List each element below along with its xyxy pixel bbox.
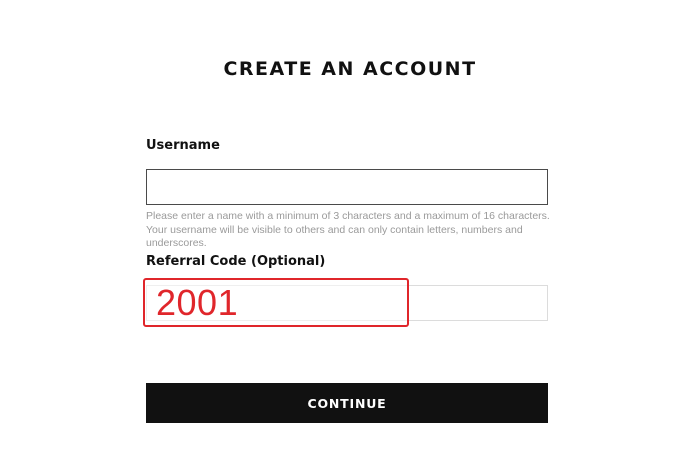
page-title: CREATE AN ACCOUNT [223,58,477,80]
username-help-text: Please enter a name with a minimum of 3 characters and a maximum of 16 characters. Your username will be visible to others and can only contain letters, numbers and underscores. [146,210,550,249]
referral-code-label: Referral Code (Optional) [146,254,326,269]
username-input[interactable] [146,169,548,205]
continue-button[interactable]: CONTINUE [146,383,548,423]
username-label: Username [146,138,220,153]
referral-code-annotation-value: 2001 [156,282,239,323]
